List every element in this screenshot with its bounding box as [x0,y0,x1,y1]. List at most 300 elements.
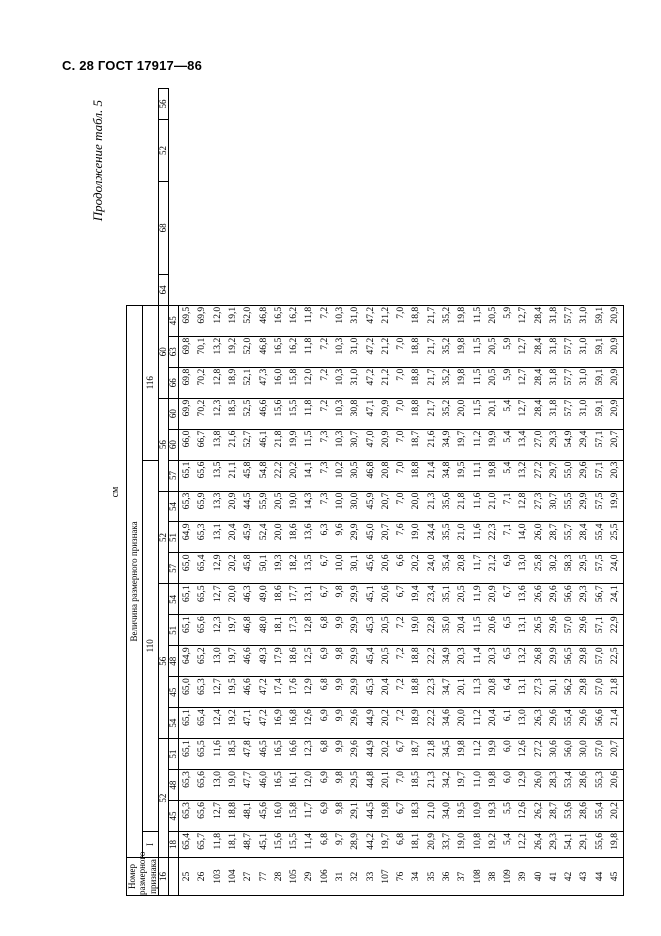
header-cell: 52 [159,739,169,858]
value-cell: 12,6 [516,801,531,832]
value-cell: 20,0 [409,491,424,522]
value-cell: 45,1 [363,584,378,615]
value-cell: 6,9 [500,553,515,584]
value-cell: 19,7 [225,646,240,677]
value-cell: 13,1 [516,615,531,646]
value-cell: 29,6 [546,615,561,646]
value-cell: 19,7 [378,832,393,858]
value-cell: 30,1 [347,553,362,584]
value-cell: 29,9 [347,646,362,677]
value-cell: 17,6 [286,677,301,708]
value-cell: 69,9 [195,305,210,336]
value-cell: 7,2 [393,708,408,739]
value-cell: 31,8 [546,367,561,398]
value-cell: 59,1 [592,336,607,367]
header-cell: 57 [169,553,179,584]
value-cell: 20,1 [378,770,393,801]
value-cell: 7,1 [500,491,515,522]
value-cell: 47,1 [240,708,255,739]
value-cell: 13,4 [516,429,531,460]
value-cell: 12,7 [516,367,531,398]
value-cell: 7,0 [393,336,408,367]
value-cell: 19,8 [378,801,393,832]
value-cell: 56,2 [561,677,576,708]
value-cell: 20,9 [485,584,500,615]
value-cell: 58,3 [561,553,576,584]
value-cell: 12,7 [516,305,531,336]
header-row-2 [159,89,169,896]
value-cell: 11,8 [210,832,225,858]
value-cell: 11,6 [210,739,225,770]
table-head [127,89,179,896]
value-cell: 65,9 [195,491,210,522]
row-number-cell: 45 [607,858,623,896]
value-cell: 29,8 [577,646,592,677]
value-cell: 12,9 [210,553,225,584]
value-cell: 22,2 [424,646,439,677]
row-number-cell: 25 [179,858,195,896]
value-cell: 65,4 [195,708,210,739]
header-cell: 60 [169,429,179,460]
value-cell: 52,4 [256,522,271,553]
col-header-number: Номер размерного признака [127,851,158,895]
table-caption: Продолжение табл. 5 [90,100,105,222]
value-cell: 19,8 [454,739,469,770]
value-cell: 21,2 [485,553,500,584]
header-cell: 48 [169,770,179,801]
value-cell: 34,9 [439,646,454,677]
header-cell: 56 [159,584,169,739]
value-cell: 12,3 [210,398,225,429]
value-cell: 65,3 [179,801,195,832]
table-row [225,89,240,896]
value-cell: 34,9 [439,429,454,460]
value-cell: 11,2 [470,739,485,770]
value-cell: 7,2 [393,677,408,708]
value-cell: 18,3 [409,801,424,832]
value-cell: 49,3 [256,646,271,677]
value-cell: 20,4 [454,615,469,646]
value-cell: 18,7 [409,739,424,770]
row-number-cell: 77 [256,858,271,896]
value-cell: 65,1 [179,584,195,615]
value-cell: 7,0 [393,460,408,491]
table-row [577,89,592,896]
header-cell [169,858,179,896]
value-cell: 45,8 [240,460,255,491]
value-cell: 11,3 [470,677,485,708]
value-cell: 6,8 [393,832,408,858]
value-cell: 48,7 [240,832,255,858]
value-cell: 29,1 [577,832,592,858]
value-cell: 57,0 [592,739,607,770]
value-cell: 18,8 [409,367,424,398]
row-number-cell: 107 [378,858,393,896]
value-cell: 24,4 [424,522,439,553]
value-cell: 54,1 [561,832,576,858]
header-cell: 60 [169,398,179,429]
value-cell: 18,8 [409,398,424,429]
value-cell: 17,4 [271,677,286,708]
value-cell: 20,5 [485,305,500,336]
value-cell: 20,1 [485,398,500,429]
value-cell: 55,5 [561,491,576,522]
value-cell: 13,2 [210,336,225,367]
value-cell: 11,5 [470,336,485,367]
table-row [607,89,623,896]
table-row [546,89,561,896]
value-cell: 30,1 [546,677,561,708]
value-cell: 19,3 [271,553,286,584]
value-cell: 20,6 [378,584,393,615]
value-cell: 7,3 [317,429,332,460]
value-cell: 13,6 [516,584,531,615]
value-cell: 7,2 [317,398,332,429]
row-number-cell: 39 [516,858,531,896]
value-cell: 35,0 [439,615,454,646]
value-cell: 44,5 [240,491,255,522]
header-cell: 56 [159,89,169,120]
value-cell: 11,8 [302,398,317,429]
value-cell: 16,1 [286,770,301,801]
value-cell: 66,0 [179,429,195,460]
value-cell: 26,0 [531,770,546,801]
value-cell: 65,1 [179,708,195,739]
value-cell: 10,0 [332,553,347,584]
page-header: С. 28 ГОСТ 17917—86 [62,58,203,73]
value-cell: 26,6 [531,584,546,615]
value-cell: 14,1 [302,460,317,491]
value-cell: 22,3 [485,522,500,553]
row-number-cell: 41 [546,858,561,896]
value-cell: 55,4 [561,708,576,739]
value-cell: 33,7 [439,832,454,858]
value-cell: 19,0 [454,832,469,858]
value-cell: 18,1 [409,832,424,858]
value-cell: 7,2 [393,615,408,646]
header-cell: 54 [169,708,179,739]
row-number-cell: 103 [210,858,225,896]
value-cell: 13,1 [516,677,531,708]
value-cell: 46,8 [240,615,255,646]
value-cell: 12,8 [302,615,317,646]
value-cell: 29,6 [577,615,592,646]
value-cell: 47,2 [256,677,271,708]
value-cell: 65,1 [179,460,195,491]
value-cell: 70,2 [195,398,210,429]
value-cell: 15,5 [286,832,301,858]
value-cell: 52,7 [240,429,255,460]
value-cell: 21,0 [454,522,469,553]
value-cell: 20,0 [454,398,469,429]
value-cell: 9,6 [332,522,347,553]
header-cell: 45 [169,801,179,832]
value-cell: 16,2 [286,336,301,367]
value-cell: 11,5 [470,398,485,429]
value-cell: 22,2 [271,460,286,491]
row-number-cell: 104 [225,858,240,896]
value-cell: 20,6 [378,553,393,584]
value-cell: 12,3 [210,615,225,646]
value-cell: 55,9 [256,491,271,522]
header-cell: 51 [169,615,179,646]
value-cell: 20,0 [454,708,469,739]
size-table [126,88,624,896]
value-cell: 31,0 [577,398,592,429]
value-cell: 46,0 [256,770,271,801]
value-cell: 20,5 [485,336,500,367]
value-cell: 34,8 [439,460,454,491]
value-cell: 12,7 [210,801,225,832]
value-cell: 14,0 [516,522,531,553]
value-cell: 18,6 [271,584,286,615]
value-cell: 6,0 [500,770,515,801]
value-cell: 10,8 [470,832,485,858]
value-cell: 20,0 [225,584,240,615]
value-cell: 11,6 [470,522,485,553]
value-cell: 9,8 [332,801,347,832]
value-cell: 22,8 [424,615,439,646]
row-number-cell: 27 [240,858,255,896]
value-cell: 47,3 [256,367,271,398]
value-cell: 21,8 [271,429,286,460]
row-number-cell: 32 [347,858,362,896]
value-cell: 6,5 [500,646,515,677]
value-cell: 45,3 [363,615,378,646]
value-cell: 65,6 [195,460,210,491]
value-cell: 12,4 [210,708,225,739]
value-cell: 65,6 [195,770,210,801]
value-cell: 22,9 [607,615,623,646]
value-cell: 28,7 [546,801,561,832]
value-cell: 10,3 [332,429,347,460]
value-cell: 18,9 [225,367,240,398]
value-cell: 18,5 [409,770,424,801]
value-cell: 5,4 [500,429,515,460]
value-cell: 26,5 [531,615,546,646]
value-cell: 29,3 [546,429,561,460]
value-cell: 69,9 [179,398,195,429]
table-row [393,89,408,896]
value-cell: 7,0 [393,398,408,429]
row-number-cell: 42 [561,858,576,896]
value-cell: 22,5 [607,646,623,677]
value-cell: 44,8 [363,770,378,801]
value-cell: 6,7 [317,584,332,615]
value-cell: 11,5 [470,615,485,646]
row-number-cell: 76 [393,858,408,896]
value-cell: 31,0 [577,305,592,336]
header-cell: I [143,832,159,858]
value-cell: 18,9 [409,708,424,739]
value-cell: 13,3 [210,491,225,522]
value-cell: 12,6 [302,708,317,739]
value-cell: 65,6 [195,801,210,832]
value-cell: 21,8 [454,491,469,522]
value-cell: 6,8 [317,739,332,770]
value-cell: 15,8 [286,367,301,398]
value-cell: 19,7 [454,770,469,801]
value-cell: 13,5 [210,460,225,491]
value-cell: 18,6 [286,646,301,677]
value-cell: 57,7 [561,398,576,429]
value-cell: 12,8 [210,367,225,398]
value-cell: 48,0 [256,615,271,646]
value-cell: 7,6 [393,522,408,553]
value-cell: 27,2 [531,460,546,491]
value-cell: 29,9 [347,584,362,615]
value-cell: 59,1 [592,367,607,398]
value-cell: 47,2 [363,336,378,367]
value-cell: 10,3 [332,336,347,367]
header-cell: 45 [169,305,179,336]
value-cell: 7,0 [393,305,408,336]
row-number-cell: 109 [500,858,515,896]
value-cell: 28,4 [531,305,546,336]
value-cell: 20,7 [607,429,623,460]
value-cell: 46,6 [256,398,271,429]
value-cell: 10,9 [470,801,485,832]
value-cell: 9,9 [332,739,347,770]
value-cell: 66,7 [195,429,210,460]
value-cell: 52,0 [240,336,255,367]
row-number-cell: 40 [531,858,546,896]
value-cell: 16,2 [286,305,301,336]
value-cell: 7,0 [393,367,408,398]
value-cell: 65,6 [195,615,210,646]
header-cell: 54 [169,584,179,615]
value-cell: 46,6 [240,677,255,708]
header-cell: 60 [159,305,169,398]
value-cell: 29,3 [546,832,561,858]
value-cell: 21,2 [378,367,393,398]
table-row [347,89,362,896]
value-cell: 30,7 [347,429,362,460]
value-cell: 20,3 [607,460,623,491]
value-cell: 9,8 [332,770,347,801]
value-cell: 20,9 [607,367,623,398]
value-cell: 20,7 [607,739,623,770]
value-cell: 11,6 [470,491,485,522]
value-cell: 18,8 [409,305,424,336]
value-cell: 56,7 [592,584,607,615]
header-cell: 18 [169,832,179,858]
value-cell: 31,8 [546,336,561,367]
header-cell: 63 [169,336,179,367]
header-cell: 52 [159,491,169,584]
value-cell: 9,8 [332,646,347,677]
value-cell: 26,4 [531,832,546,858]
table-row [470,89,485,896]
header-cell: 51 [169,522,179,553]
value-cell: 20,8 [378,460,393,491]
value-cell: 11,2 [470,429,485,460]
value-cell: 30,8 [347,398,362,429]
value-cell: 21,0 [424,801,439,832]
value-cell: 20,7 [378,522,393,553]
value-cell: 29,9 [347,615,362,646]
value-cell: 21,3 [424,770,439,801]
value-cell: 35,1 [439,584,454,615]
value-cell: 20,8 [454,553,469,584]
row-number-cell: 43 [577,858,592,896]
value-cell: 31,0 [347,367,362,398]
value-cell: 15,6 [271,398,286,429]
value-cell: 26,8 [531,646,546,677]
row-number-cell: 105 [286,858,301,896]
header-cell: 110 [143,460,159,831]
value-cell: 6,8 [317,832,332,858]
row-number-cell: 36 [439,858,454,896]
value-cell: 45,9 [363,491,378,522]
value-cell: 20,4 [378,677,393,708]
value-cell: 47,8 [240,739,255,770]
value-cell: 10,3 [332,367,347,398]
value-cell: 10,0 [332,491,347,522]
value-cell: 13,0 [210,646,225,677]
row-number-cell: 33 [363,858,378,896]
value-cell: 28,7 [546,522,561,553]
value-cell: 19,9 [607,491,623,522]
value-cell: 47,2 [363,367,378,398]
value-cell: 5,4 [500,832,515,858]
value-cell: 55,6 [592,832,607,858]
value-cell: 46,1 [256,429,271,460]
value-cell: 11,7 [470,553,485,584]
value-cell: 45,3 [363,677,378,708]
value-cell: 65,0 [179,553,195,584]
value-cell: 29,6 [347,708,362,739]
value-cell: 28,4 [531,336,546,367]
value-cell: 19,2 [225,336,240,367]
value-cell: 65,4 [179,832,195,858]
value-cell: 20,6 [485,615,500,646]
header-cell: 56 [159,398,169,491]
value-cell: 12,2 [516,832,531,858]
value-cell: 65,1 [179,739,195,770]
value-cell: 55,0 [561,460,576,491]
value-cell: 19,9 [485,429,500,460]
value-cell: 20,9 [607,398,623,429]
value-cell: 18,8 [409,677,424,708]
value-cell: 20,5 [378,646,393,677]
value-cell: 55,3 [592,770,607,801]
value-cell: 35,2 [439,367,454,398]
value-cell: 19,5 [454,460,469,491]
value-cell: 18,5 [225,398,240,429]
value-cell: 27,3 [531,491,546,522]
value-cell: 13,0 [516,553,531,584]
value-cell: 26,2 [531,801,546,832]
table-row [317,89,332,896]
value-cell: 55,4 [592,801,607,832]
value-cell: 12,3 [302,739,317,770]
value-cell: 5,9 [500,305,515,336]
value-cell: 28,4 [577,522,592,553]
value-cell: 47,0 [363,429,378,460]
value-cell: 59,1 [592,398,607,429]
value-cell: 6,6 [393,553,408,584]
value-cell: 7,1 [500,522,515,553]
value-cell: 21,2 [378,336,393,367]
value-cell: 20,2 [607,801,623,832]
value-cell: 31,0 [347,336,362,367]
value-cell: 31,8 [546,398,561,429]
value-cell: 6,9 [317,708,332,739]
value-cell: 21,1 [225,460,240,491]
value-cell: 19,7 [454,429,469,460]
value-cell: 18,5 [225,739,240,770]
